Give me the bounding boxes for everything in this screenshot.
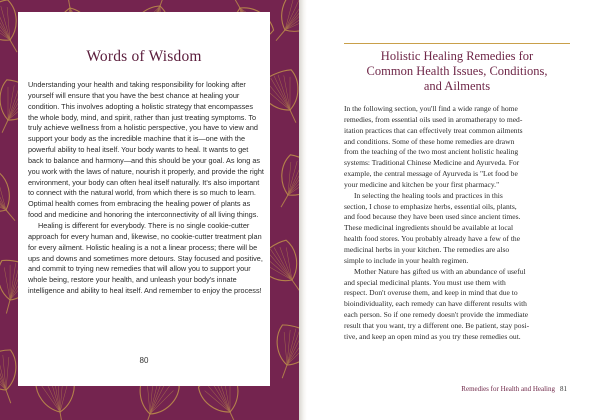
book-gutter — [299, 0, 307, 420]
right-page — [307, 0, 600, 420]
running-head: Remedies for Health and Healing — [461, 385, 555, 393]
text-line: from the teaching of the two most ancient holistic healing — [344, 147, 519, 157]
text-line: medicinal herbs in your kitchen. The remedies are also — [344, 244, 510, 254]
card-paragraph: Healing is different for everybody. There is no single cookie-cutter approach for every human and, likewise, no cookie-cutter treatment plan for every ailment. Holistic healing is a not a linear process; there will be ups and downs and sometimes more detours. Stay focused and positive, and commit to trying new remedies that will allow you to support your whole being, restore your health, and unleash your body's innate intelligence and ability to heal itself. And remember to enjoy the process! — [28, 220, 263, 296]
text-line: remedies, from essential oils used in aromatherapy to med- — [344, 114, 523, 124]
text-line: In selecting the healing tools and practices in this — [354, 190, 503, 200]
text-line: and conditions. Some of these home remedies are drawn — [344, 136, 515, 146]
text-line: tive, and keep an open mind as you try these remedies out. — [344, 331, 521, 341]
section-title-line: and Ailments — [423, 79, 491, 93]
text-line: In the following section, you'll find a wide range of home — [344, 104, 518, 113]
text-line: respect. Don't overuse them, and keep in mind that due to — [344, 288, 518, 298]
page-number-left: 80 — [139, 356, 149, 365]
text-line: systems: Traditional Chinese Medicine and Ayurveda. For — [344, 158, 520, 168]
page-number-right: 81 — [560, 385, 567, 393]
text-line: Mother Nature has gifted us with an abundance of useful — [354, 266, 526, 276]
text-line: each person. So if one remedy doesn't provide the immediate — [344, 310, 529, 320]
text-line: These medicinal ingredients should be available at local — [344, 223, 514, 233]
text-line: itation practices that can effectively treat common ailments — [344, 125, 523, 135]
card-paragraph: Understanding your health and taking responsibility for looking after yourself will ensure that you have the best chance at healing your condition. This involves adopting a holistic strategy that encompasses the whole body, mind, and spirit, rather than just treating symptoms. To truly achieve wellness from a holistic perspective, you have to view and support your body as the incredible machine that it is—one with the powerful ability to heal itself. Your body wants to heal. It wants to get back to balance and harmony—and this should be your goal. As long as you work with the laws of nature, nourish it properly, and provide the right environment, your body can often heal itself naturally. It's also important to connect with the natural world, from which there is so much to learn. Optimal health comes from embracing the healing power of plants as food and medicine and honoring the interconnectivity of all living things. — [28, 80, 264, 220]
text-line: section, I chose to emphasize herbs, essential oils, plants, — [344, 201, 517, 211]
text-line: result that you want, try a different one. Be patient, stay posi- — [344, 320, 530, 330]
text-line: and food because they have been used since ancient times. — [344, 212, 521, 222]
section-title-line: Common Health Issues, Conditions, — [366, 64, 548, 78]
text-line: simple to include in your health regimen. — [344, 255, 469, 265]
body-paragraph — [344, 267, 576, 343]
text-line: and special medicinal plants. You must use them with — [344, 277, 506, 287]
card-title: Words of Wisdom — [86, 48, 202, 65]
text-line: your medicine and kitchen be your first pharmacy." — [344, 179, 500, 189]
title-rule — [344, 43, 570, 44]
card-body — [28, 80, 264, 297]
wisdom-card — [18, 12, 270, 386]
section-title — [347, 49, 567, 94]
left-page — [0, 0, 299, 420]
section-title-line: Holistic Healing Remedies for — [380, 49, 534, 63]
text-line: bioindividuality, each remedy can have different results with — [344, 299, 527, 309]
body-paragraph — [344, 191, 576, 267]
body-paragraph — [344, 104, 576, 191]
text-line: example, the central message of Ayurveda is "Let food be — [344, 169, 518, 179]
right-body — [344, 104, 576, 343]
text-line: health food stores. You probably already have a few of the — [344, 234, 521, 244]
